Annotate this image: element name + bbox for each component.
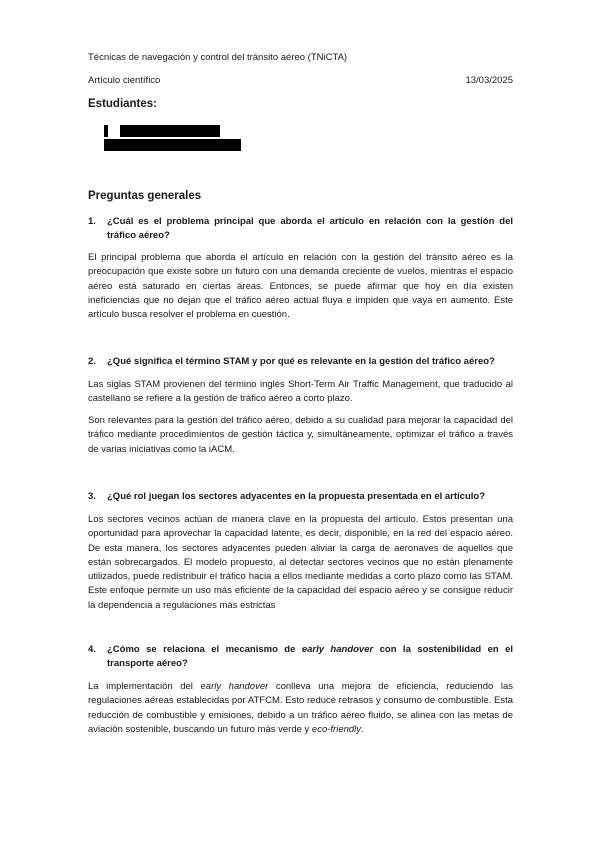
question-1	[88, 215, 513, 243]
redacted-student-name	[120, 125, 220, 137]
document-date: 13/03/2025	[465, 75, 513, 86]
answer-4-paragraph: La implementación del early handover conlleva una mejora de eficiencia, reduciendo las regulaciones aéreas establecidas por ATFCM. Esto reduce retrasos y consumo de combustible. Esta reducción de combustible y emisiones, debido a un tráfico aéreo fluido, se alinea con las metas de aviación sostenible, buscando un futuro más verde y eco-friendly.	[88, 681, 513, 735]
section-heading: Preguntas generales	[88, 190, 202, 202]
question-4	[88, 643, 513, 671]
course-title: Técnicas de navegación y control del tránsito aéreo (TNiCTA)	[88, 52, 348, 63]
document-type: Artículo científico	[88, 75, 161, 86]
question-number: 3.	[88, 491, 96, 502]
question-number: 4.	[88, 644, 96, 655]
document-meta	[88, 75, 513, 86]
redacted-student-name	[104, 125, 108, 137]
term-early-handover: early handover	[301, 644, 374, 655]
question-number: 2.	[88, 356, 96, 367]
question-number: 1.	[88, 216, 96, 227]
redacted-student-name	[104, 139, 241, 151]
question-3	[88, 490, 513, 504]
question-text: ¿Cómo se relaciona el mecanismo de early handover con la sostenibilidad en el transporte aéreo?	[107, 644, 514, 669]
term-eco-friendly: eco-friendly	[311, 723, 362, 735]
answer-2-paragraph-1: Las siglas STAM provienen del término inglés Short-Term Air Traffic Management, que traducido al castellano se refiere a la gestión de tráfico aéreo a corto plazo.	[88, 379, 513, 405]
question-text: ¿Cuál es el problema principal que aborda el artículo en relación con la gestión del tráfico aéreo?	[107, 216, 513, 241]
term-early-handover: early handover	[200, 681, 269, 692]
answer-1-paragraph: El principal problema que aborda el artículo en relación con la gestión del tránsito aéreo es la preocupación que existe sobre un futuro con una demanda creciente de vuelos, mientras el espacio aéreo está saturado en ciertas áreas. Entonces, se puede afirmar que hoy en día existen ineficiencias que no dejan que el tráfico aéreo actual fluya e impiden que vaya en aumento. Este artículo busca resolver el problema en cuestión.	[88, 252, 513, 321]
students-heading: Estudiantes:	[88, 98, 158, 110]
question-2	[88, 355, 513, 369]
question-text: ¿Qué significa el término STAM y por qué es relevante en la gestión del tráfico aéreo?	[107, 356, 495, 367]
question-text: ¿Qué rol juegan los sectores adyacentes en la propuesta presentada en el artículo?	[107, 491, 486, 502]
answer-3-paragraph: Los sectores vecinos actúan de manera clave en la propuesta del artículo. Estos presentan una oportunidad para aprovechar la capacidad latente, es decir, disponible, en la red del espacio aéreo. De esta manera, los sectores adyacentes pueden aliviar la carga de aeronaves de aquellos que están sobrecargados. El modelo propuesto, al detectar sectores vecinos que no están plenamente utilizados, puede redistribuir el tráfico hacia a ellos mediante medidas a corto plazo como las STAM. Este enfoque permite un uso más eficiente de la capacidad del espacio aéreo y se consigue reducir la dependencia a regulaciones más estrictas	[88, 514, 513, 611]
answer-2-paragraph-2: Son relevantes para la gestión del tráfico aéreo, debido a su cualidad para mejorar la capacidad del tráfico mediante procedimientos de gestión táctica y, simultáneamente, optimizar el tráfico a través de varias iniciativas como la iACM.	[88, 415, 513, 455]
